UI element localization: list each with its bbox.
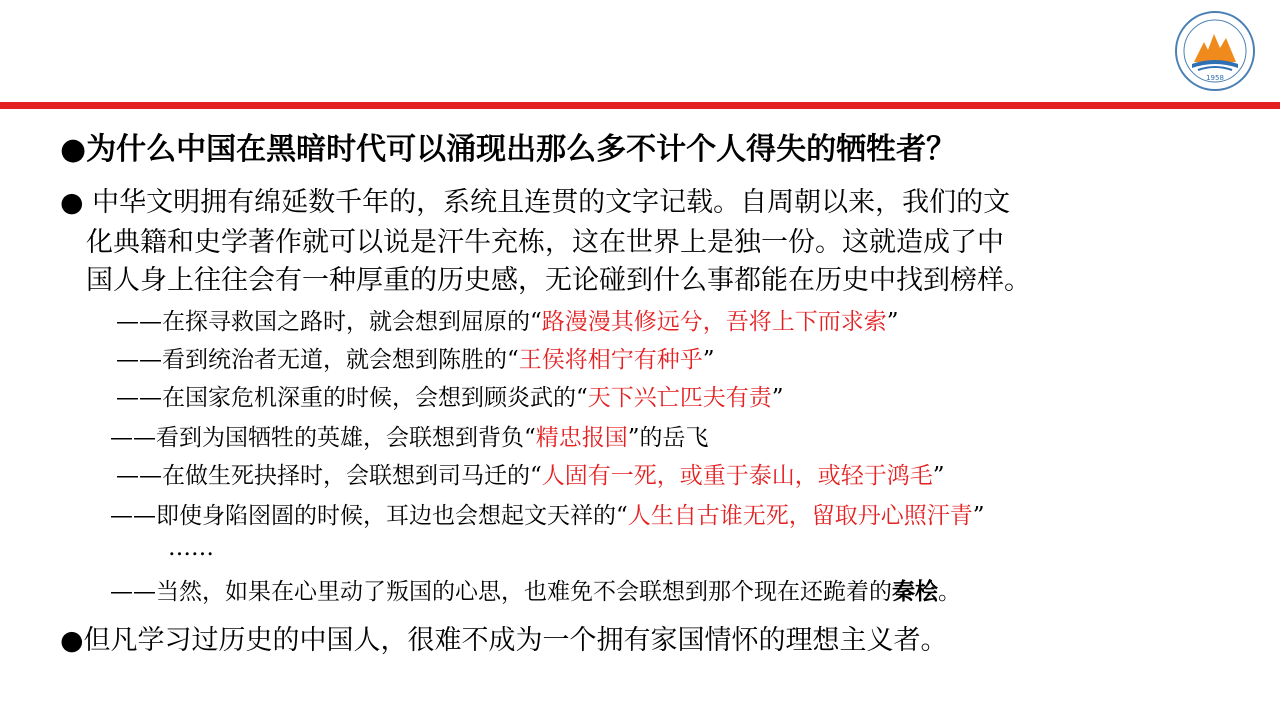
paragraph-line-3: 国人身上往往会有一种厚重的历史感，无论碰到什么事都能在历史中找到榜样。	[86, 265, 1031, 296]
paragraph-line-2: 化典籍和史学著作就可以说是汗牛充栋，这在世界上是独一份。这就造成了中	[86, 227, 1004, 258]
example-item: ——在做生死抉择时，会联想到司马迁的“人固有一死，或重于泰山，或轻于鸿毛”	[116, 463, 945, 489]
ellipsis: ……	[168, 535, 214, 561]
slide-title: ●为什么中国在黑暗时代可以涌现出那么多不计个人得失的牺牲者？	[60, 132, 957, 167]
conclusion: ●但凡学习过历史的中国人，很难不成为一个拥有家国情怀的理想主义者。	[60, 625, 948, 656]
example-item: ——看到统治者无道，就会想到陈胜的“王侯将相宁有种乎”	[116, 347, 715, 373]
example-item: ——在探寻救国之路时，就会想到屈原的“路漫漫其修远兮，吾将上下而求索”	[116, 309, 899, 335]
svg-text:1958: 1958	[1206, 74, 1224, 82]
header-divider	[0, 102, 1280, 109]
final-example: ——当然，如果在心里动了叛国的心思，也难免不会联想到那个现在还跪着的秦桧。	[110, 578, 961, 605]
example-item: ——即使身陷囹圄的时候，耳边也会想起文天祥的“人生自古谁无死，留取丹心照汗青”	[110, 503, 985, 529]
example-item: ——看到为国牺牲的英雄，会联想到背负“精忠报国”的岳飞	[110, 425, 709, 451]
example-item: ——在国家危机深重的时候，会想到顾炎武的“天下兴亡匹夫有责”	[116, 385, 784, 411]
university-logo	[1174, 10, 1256, 92]
paragraph-line-1: ● 中华文明拥有绵延数千年的，系统且连贯的文字记载。自周朝以来，我们的文	[60, 187, 1011, 218]
